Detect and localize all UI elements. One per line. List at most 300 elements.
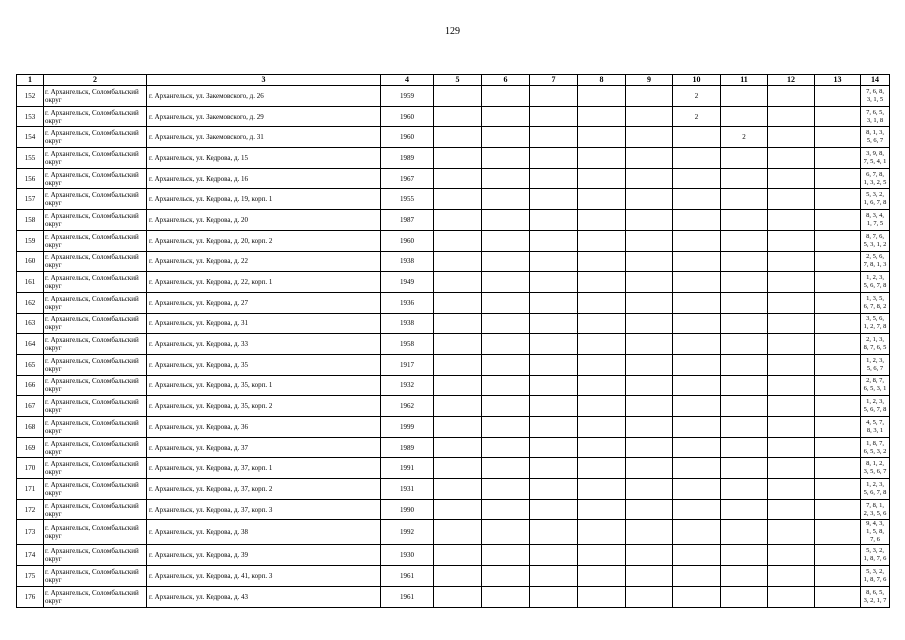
- address-cell: г. Архангельск, ул. Кедрова, д. 39: [147, 545, 381, 566]
- col6-cell: [482, 292, 530, 313]
- col5-cell: [434, 272, 482, 293]
- year-cell: 1917: [381, 354, 434, 375]
- col11-cell: 2: [721, 127, 768, 148]
- codes-cell: 8, 1, 2, 3, 5, 6, 7: [861, 458, 890, 479]
- col12-cell: [768, 189, 815, 210]
- col5-cell: [434, 168, 482, 189]
- col5-cell: [434, 189, 482, 210]
- table-row: [17, 354, 890, 375]
- col7-cell: [530, 375, 578, 396]
- col13-cell: [815, 499, 861, 520]
- col12-cell: [768, 230, 815, 251]
- col7-cell: [530, 168, 578, 189]
- col5-cell: [434, 106, 482, 127]
- col10-cell: [673, 479, 721, 500]
- district-cell: г. Архангельск, Соломбальский округ: [44, 251, 147, 272]
- col10-cell: [673, 396, 721, 417]
- codes-cell: 9, 4, 3, 1, 5, 8, 7, 6: [861, 520, 890, 545]
- district-cell: г. Архангельск, Соломбальский округ: [44, 86, 147, 107]
- col12-cell: [768, 86, 815, 107]
- col13-cell: [815, 292, 861, 313]
- col5-cell: [434, 334, 482, 355]
- col12-cell: [768, 292, 815, 313]
- table-row: [17, 106, 890, 127]
- col9-cell: [626, 566, 673, 587]
- col9-cell: [626, 127, 673, 148]
- column-header-6: 6: [482, 75, 530, 86]
- col13-cell: [815, 189, 861, 210]
- col13-cell: [815, 396, 861, 417]
- table-row: [17, 545, 890, 566]
- col6-cell: [482, 437, 530, 458]
- col11-cell: [721, 334, 768, 355]
- codes-cell: 8, 3, 4, 1, 7, 5: [861, 210, 890, 231]
- col12-cell: [768, 375, 815, 396]
- col6-cell: [482, 189, 530, 210]
- col10-cell: [673, 189, 721, 210]
- table-row: [17, 334, 890, 355]
- col6-cell: [482, 375, 530, 396]
- col5-cell: [434, 148, 482, 169]
- col8-cell: [578, 148, 626, 169]
- col12-cell: [768, 354, 815, 375]
- col8-cell: [578, 437, 626, 458]
- district-cell: г. Архангельск, Соломбальский округ: [44, 292, 147, 313]
- col6-cell: [482, 313, 530, 334]
- row-number-cell: 175: [17, 566, 44, 587]
- year-cell: 1989: [381, 437, 434, 458]
- col6-cell: [482, 127, 530, 148]
- col12-cell: [768, 313, 815, 334]
- year-cell: 1961: [381, 566, 434, 587]
- col9-cell: [626, 230, 673, 251]
- col6-cell: [482, 272, 530, 293]
- col8-cell: [578, 545, 626, 566]
- col12-cell: [768, 127, 815, 148]
- col10-cell: [673, 148, 721, 169]
- row-number-cell: 167: [17, 396, 44, 417]
- col11-cell: [721, 520, 768, 545]
- column-header-7: 7: [530, 75, 578, 86]
- col13-cell: [815, 354, 861, 375]
- year-cell: 1962: [381, 396, 434, 417]
- col12-cell: [768, 545, 815, 566]
- col11-cell: [721, 437, 768, 458]
- col9-cell: [626, 499, 673, 520]
- col9-cell: [626, 375, 673, 396]
- col10-cell: [673, 251, 721, 272]
- col6-cell: [482, 230, 530, 251]
- col10-cell: [673, 210, 721, 231]
- col5-cell: [434, 396, 482, 417]
- column-header-3: 3: [147, 75, 381, 86]
- col6-cell: [482, 417, 530, 438]
- col7-cell: [530, 313, 578, 334]
- row-number-cell: 169: [17, 437, 44, 458]
- table-row: [17, 251, 890, 272]
- year-cell: 1955: [381, 189, 434, 210]
- district-cell: г. Архангельск, Соломбальский округ: [44, 210, 147, 231]
- col12-cell: [768, 479, 815, 500]
- row-number-cell: 163: [17, 313, 44, 334]
- column-header-8: 8: [578, 75, 626, 86]
- table-row: [17, 417, 890, 438]
- district-cell: г. Архангельск, Соломбальский округ: [44, 545, 147, 566]
- district-cell: г. Архангельск, Соломбальский округ: [44, 127, 147, 148]
- col12-cell: [768, 148, 815, 169]
- col7-cell: [530, 189, 578, 210]
- table-header: [17, 75, 890, 86]
- col5-cell: [434, 566, 482, 587]
- col13-cell: [815, 86, 861, 107]
- address-cell: г. Архангельск, ул. Кедрова, д. 35, корп. 1: [147, 375, 381, 396]
- col9-cell: [626, 417, 673, 438]
- district-cell: г. Архангельск, Соломбальский округ: [44, 458, 147, 479]
- col11-cell: [721, 479, 768, 500]
- row-number-cell: 153: [17, 106, 44, 127]
- year-cell: 1959: [381, 86, 434, 107]
- col13-cell: [815, 586, 861, 607]
- col7-cell: [530, 334, 578, 355]
- col7-cell: [530, 127, 578, 148]
- district-cell: г. Архангельск, Соломбальский округ: [44, 354, 147, 375]
- col9-cell: [626, 520, 673, 545]
- year-cell: 1936: [381, 292, 434, 313]
- codes-cell: 8, 1, 3, 5, 6, 7: [861, 127, 890, 148]
- row-number-cell: 164: [17, 334, 44, 355]
- row-number-cell: 156: [17, 168, 44, 189]
- codes-cell: 1, 2, 3, 5, 6, 7, 8: [861, 272, 890, 293]
- col13-cell: [815, 479, 861, 500]
- codes-cell: 7, 8, 1, 2, 3, 5, 6: [861, 499, 890, 520]
- col9-cell: [626, 313, 673, 334]
- col9-cell: [626, 586, 673, 607]
- col9-cell: [626, 106, 673, 127]
- table-row: [17, 86, 890, 107]
- row-number-cell: 176: [17, 586, 44, 607]
- col11-cell: [721, 86, 768, 107]
- year-cell: 1938: [381, 251, 434, 272]
- col12-cell: [768, 334, 815, 355]
- col11-cell: [721, 189, 768, 210]
- col11-cell: [721, 292, 768, 313]
- col9-cell: [626, 354, 673, 375]
- col8-cell: [578, 86, 626, 107]
- col7-cell: [530, 520, 578, 545]
- year-cell: 1958: [381, 334, 434, 355]
- row-number-cell: 173: [17, 520, 44, 545]
- col6-cell: [482, 520, 530, 545]
- row-number-cell: 159: [17, 230, 44, 251]
- col7-cell: [530, 86, 578, 107]
- codes-cell: 2, 5, 6, 7, 8, 1, 3: [861, 251, 890, 272]
- col8-cell: [578, 189, 626, 210]
- col8-cell: [578, 417, 626, 438]
- address-cell: г. Архангельск, ул. Кедрова, д. 41, корп. 3: [147, 566, 381, 587]
- address-cell: г. Архангельск, ул. Кедрова, д. 37, корп. 3: [147, 499, 381, 520]
- year-cell: 1967: [381, 168, 434, 189]
- district-cell: г. Архангельск, Соломбальский округ: [44, 334, 147, 355]
- col11-cell: [721, 210, 768, 231]
- col8-cell: [578, 479, 626, 500]
- col8-cell: [578, 106, 626, 127]
- table-row: [17, 479, 890, 500]
- address-cell: г. Архангельск, ул. Закемовского, д. 31: [147, 127, 381, 148]
- col8-cell: [578, 272, 626, 293]
- col5-cell: [434, 354, 482, 375]
- year-cell: 1960: [381, 230, 434, 251]
- col13-cell: [815, 545, 861, 566]
- header-row: [17, 75, 890, 86]
- address-cell: г. Архангельск, ул. Кедрова, д. 19, корп. 1: [147, 189, 381, 210]
- col8-cell: [578, 354, 626, 375]
- col7-cell: [530, 499, 578, 520]
- col11-cell: [721, 417, 768, 438]
- district-cell: г. Архангельск, Соломбальский округ: [44, 437, 147, 458]
- col6-cell: [482, 396, 530, 417]
- col9-cell: [626, 479, 673, 500]
- col13-cell: [815, 520, 861, 545]
- district-cell: г. Архангельск, Соломбальский округ: [44, 375, 147, 396]
- col11-cell: [721, 458, 768, 479]
- col11-cell: [721, 230, 768, 251]
- year-cell: 1960: [381, 127, 434, 148]
- year-cell: 1931: [381, 479, 434, 500]
- address-cell: г. Архангельск, ул. Кедрова, д. 22: [147, 251, 381, 272]
- address-cell: г. Архангельск, ул. Кедрова, д. 38: [147, 520, 381, 545]
- col8-cell: [578, 230, 626, 251]
- col13-cell: [815, 272, 861, 293]
- address-cell: г. Архангельск, ул. Кедрова, д. 37, корп. 2: [147, 479, 381, 500]
- col8-cell: [578, 313, 626, 334]
- table-row: [17, 437, 890, 458]
- row-number-cell: 168: [17, 417, 44, 438]
- col5-cell: [434, 520, 482, 545]
- table-row: [17, 272, 890, 293]
- row-number-cell: 162: [17, 292, 44, 313]
- col10-cell: [673, 437, 721, 458]
- address-cell: г. Архангельск, ул. Кедрова, д. 43: [147, 586, 381, 607]
- col6-cell: [482, 106, 530, 127]
- col8-cell: [578, 168, 626, 189]
- col6-cell: [482, 148, 530, 169]
- column-header-13: 13: [815, 75, 861, 86]
- column-header-9: 9: [626, 75, 673, 86]
- col13-cell: [815, 458, 861, 479]
- col9-cell: [626, 272, 673, 293]
- col5-cell: [434, 479, 482, 500]
- column-header-11: 11: [721, 75, 768, 86]
- year-cell: 1999: [381, 417, 434, 438]
- address-cell: г. Архангельск, ул. Кедрова, д. 16: [147, 168, 381, 189]
- year-cell: 1949: [381, 272, 434, 293]
- col11-cell: [721, 566, 768, 587]
- table-row: [17, 313, 890, 334]
- year-cell: 1930: [381, 545, 434, 566]
- codes-cell: 3, 5, 6, 1, 2, 7, 8: [861, 313, 890, 334]
- col7-cell: [530, 272, 578, 293]
- col10-cell: [673, 354, 721, 375]
- col13-cell: [815, 251, 861, 272]
- address-cell: г. Архангельск, ул. Кедрова, д. 37: [147, 437, 381, 458]
- col11-cell: [721, 586, 768, 607]
- col8-cell: [578, 586, 626, 607]
- col10-cell: 2: [673, 106, 721, 127]
- col9-cell: [626, 148, 673, 169]
- col11-cell: [721, 545, 768, 566]
- year-cell: 1960: [381, 106, 434, 127]
- table-row: [17, 230, 890, 251]
- codes-cell: 8, 7, 6, 5, 3, 1, 2: [861, 230, 890, 251]
- codes-cell: 7, 6, 8, 3, 1, 5: [861, 86, 890, 107]
- col5-cell: [434, 86, 482, 107]
- district-cell: г. Архангельск, Соломбальский округ: [44, 230, 147, 251]
- page-number: 129: [445, 26, 460, 37]
- table-row: [17, 458, 890, 479]
- district-cell: г. Архангельск, Соломбальский округ: [44, 148, 147, 169]
- col12-cell: [768, 210, 815, 231]
- col5-cell: [434, 251, 482, 272]
- codes-cell: 1, 2, 3, 5, 6, 7: [861, 354, 890, 375]
- address-cell: г. Архангельск, ул. Кедрова, д. 33: [147, 334, 381, 355]
- col12-cell: [768, 251, 815, 272]
- col9-cell: [626, 437, 673, 458]
- district-cell: г. Архангельск, Соломбальский округ: [44, 417, 147, 438]
- col12-cell: [768, 168, 815, 189]
- col8-cell: [578, 375, 626, 396]
- col7-cell: [530, 437, 578, 458]
- col10-cell: [673, 566, 721, 587]
- table-row: [17, 210, 890, 231]
- col5-cell: [434, 375, 482, 396]
- col12-cell: [768, 437, 815, 458]
- col6-cell: [482, 586, 530, 607]
- col6-cell: [482, 86, 530, 107]
- col7-cell: [530, 251, 578, 272]
- col12-cell: [768, 566, 815, 587]
- col13-cell: [815, 230, 861, 251]
- row-number-cell: 161: [17, 272, 44, 293]
- col8-cell: [578, 292, 626, 313]
- col11-cell: [721, 148, 768, 169]
- col8-cell: [578, 566, 626, 587]
- codes-cell: 5, 3, 2, 1, 6, 7, 8: [861, 189, 890, 210]
- codes-cell: 2, 8, 7, 6, 5, 3, 1: [861, 375, 890, 396]
- address-cell: г. Архангельск, ул. Кедрова, д. 31: [147, 313, 381, 334]
- col6-cell: [482, 251, 530, 272]
- district-cell: г. Архангельск, Соломбальский округ: [44, 520, 147, 545]
- col6-cell: [482, 499, 530, 520]
- column-header-4: 4: [381, 75, 434, 86]
- col7-cell: [530, 586, 578, 607]
- col8-cell: [578, 499, 626, 520]
- district-cell: г. Архангельск, Соломбальский округ: [44, 168, 147, 189]
- col12-cell: [768, 520, 815, 545]
- district-cell: г. Архангельск, Соломбальский округ: [44, 499, 147, 520]
- col11-cell: [721, 168, 768, 189]
- table-row: [17, 520, 890, 545]
- col10-cell: 2: [673, 86, 721, 107]
- col7-cell: [530, 396, 578, 417]
- buildings-table: [16, 74, 890, 608]
- district-cell: г. Архангельск, Соломбальский округ: [44, 189, 147, 210]
- col8-cell: [578, 334, 626, 355]
- col5-cell: [434, 417, 482, 438]
- col7-cell: [530, 106, 578, 127]
- col10-cell: [673, 168, 721, 189]
- col8-cell: [578, 127, 626, 148]
- table-row: [17, 168, 890, 189]
- col10-cell: [673, 375, 721, 396]
- codes-cell: 1, 2, 3, 5, 6, 7, 8: [861, 479, 890, 500]
- codes-cell: 8, 6, 5, 3, 2, 1, 7: [861, 586, 890, 607]
- row-number-cell: 155: [17, 148, 44, 169]
- row-number-cell: 160: [17, 251, 44, 272]
- col5-cell: [434, 499, 482, 520]
- codes-cell: 5, 3, 2, 1, 8, 7, 6: [861, 545, 890, 566]
- col6-cell: [482, 210, 530, 231]
- address-cell: г. Архангельск, ул. Кедрова, д. 27: [147, 292, 381, 313]
- col7-cell: [530, 148, 578, 169]
- address-cell: г. Архангельск, ул. Кедрова, д. 37, корп. 1: [147, 458, 381, 479]
- col12-cell: [768, 417, 815, 438]
- row-number-cell: 170: [17, 458, 44, 479]
- column-header-14: 14: [861, 75, 890, 86]
- col6-cell: [482, 566, 530, 587]
- column-header-2: 2: [44, 75, 147, 86]
- address-cell: г. Архангельск, ул. Кедрова, д. 35: [147, 354, 381, 375]
- district-cell: г. Архангельск, Соломбальский округ: [44, 396, 147, 417]
- col7-cell: [530, 292, 578, 313]
- col12-cell: [768, 272, 815, 293]
- col10-cell: [673, 417, 721, 438]
- col5-cell: [434, 127, 482, 148]
- row-number-cell: 154: [17, 127, 44, 148]
- col6-cell: [482, 354, 530, 375]
- column-header-12: 12: [768, 75, 815, 86]
- col10-cell: [673, 520, 721, 545]
- col13-cell: [815, 127, 861, 148]
- col13-cell: [815, 168, 861, 189]
- col12-cell: [768, 458, 815, 479]
- district-cell: г. Архангельск, Соломбальский округ: [44, 272, 147, 293]
- col10-cell: [673, 272, 721, 293]
- address-cell: г. Архангельск, ул. Кедрова, д. 35, корп. 2: [147, 396, 381, 417]
- col8-cell: [578, 210, 626, 231]
- col13-cell: [815, 566, 861, 587]
- row-number-cell: 174: [17, 545, 44, 566]
- district-cell: г. Архангельск, Соломбальский округ: [44, 106, 147, 127]
- year-cell: 1987: [381, 210, 434, 231]
- codes-cell: 2, 1, 3, 8, 7, 6, 5: [861, 334, 890, 355]
- column-header-5: 5: [434, 75, 482, 86]
- codes-cell: 1, 8, 7, 6, 5, 3, 2: [861, 437, 890, 458]
- table-row: [17, 375, 890, 396]
- col8-cell: [578, 520, 626, 545]
- table-row: [17, 586, 890, 607]
- col9-cell: [626, 86, 673, 107]
- col12-cell: [768, 499, 815, 520]
- col9-cell: [626, 168, 673, 189]
- codes-cell: 5, 3, 2, 1, 8, 7, 6: [861, 566, 890, 587]
- col11-cell: [721, 313, 768, 334]
- codes-cell: 4, 5, 7, 8, 3, 1: [861, 417, 890, 438]
- table-row: [17, 148, 890, 169]
- col9-cell: [626, 396, 673, 417]
- row-number-cell: 152: [17, 86, 44, 107]
- address-cell: г. Архангельск, ул. Кедрова, д. 15: [147, 148, 381, 169]
- col13-cell: [815, 313, 861, 334]
